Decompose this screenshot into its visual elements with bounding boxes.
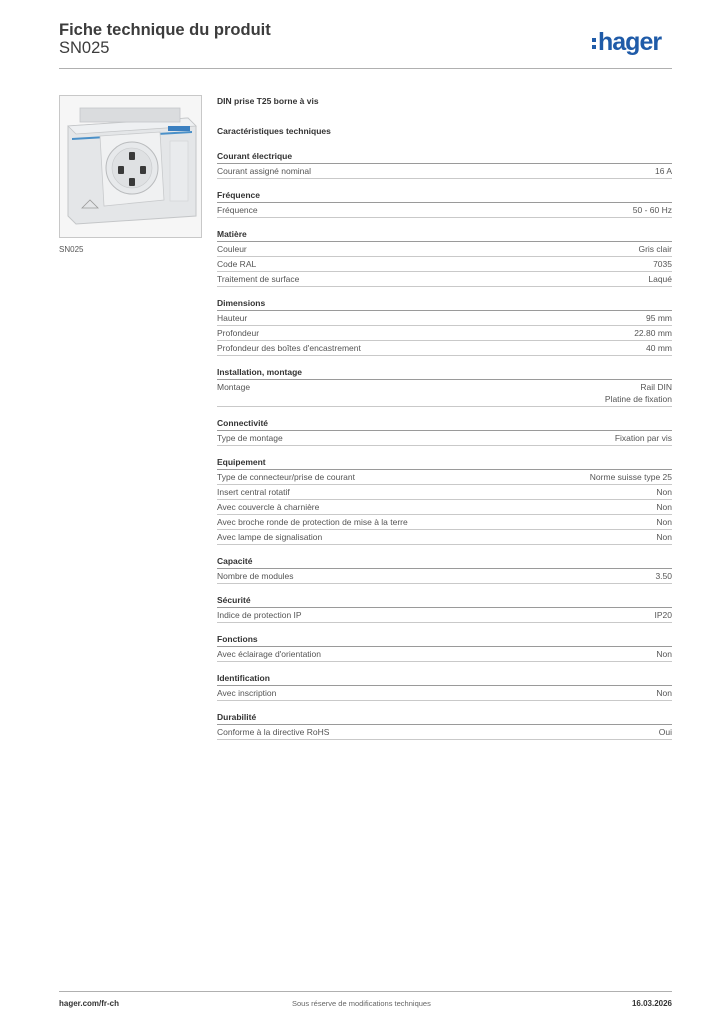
section-title: Fréquence	[217, 190, 672, 203]
spec-value	[656, 486, 672, 498]
spec-value-line: Oui	[658, 727, 672, 737]
spec-section	[217, 367, 672, 407]
spec-value-line: Non	[656, 487, 672, 497]
spec-value	[648, 273, 672, 285]
spec-value	[638, 243, 672, 255]
footer-divider	[59, 991, 672, 992]
spec-label: Avec éclairage d'orientation	[217, 649, 322, 659]
spec-row	[217, 470, 672, 485]
spec-value	[655, 609, 673, 621]
spec-value	[646, 342, 672, 354]
spec-value	[605, 381, 672, 405]
hager-logo	[592, 27, 661, 57]
section-title: Capacité	[217, 556, 672, 569]
spec-row	[217, 686, 672, 701]
spec-section	[217, 418, 672, 446]
spec-value	[653, 258, 672, 270]
spec-row	[217, 203, 672, 218]
spec-heading: Caractéristiques techniques	[217, 126, 331, 136]
spec-value-line: 16 A	[654, 166, 672, 176]
spec-label: Avec inscription	[217, 688, 277, 698]
spec-label: Fréquence	[217, 205, 258, 215]
spec-label: Profondeur	[217, 328, 260, 338]
spec-section	[217, 673, 672, 701]
spec-value	[656, 687, 672, 699]
spec-row	[217, 485, 672, 500]
section-title: Fonctions	[217, 634, 672, 647]
spec-value-line: Non	[656, 649, 672, 659]
socket-illustration	[60, 96, 201, 237]
spec-value-line: Rail DIN	[640, 382, 672, 392]
spec-value-line: Norme suisse type 25	[589, 472, 672, 482]
section-title: Matière	[217, 229, 672, 242]
spec-value-line: Laqué	[648, 274, 672, 284]
spec-value	[656, 531, 672, 543]
section-title: Courant électrique	[217, 151, 672, 164]
spec-section	[217, 151, 672, 179]
spec-value	[655, 570, 672, 582]
spec-value-line: 40 mm	[646, 343, 672, 353]
spec-sheet	[217, 94, 672, 740]
spec-section	[217, 634, 672, 662]
section-title: Identification	[217, 673, 672, 686]
spec-section	[217, 457, 672, 545]
spec-value	[633, 204, 672, 216]
spec-label: Traitement de surface	[217, 274, 300, 284]
spec-row	[217, 242, 672, 257]
spec-section	[217, 595, 672, 623]
spec-row	[217, 530, 672, 545]
spec-value-line: Non	[656, 502, 672, 512]
logo-dots-icon	[592, 38, 596, 49]
spec-value	[615, 432, 672, 444]
photo-caption: SN025	[59, 245, 84, 254]
spec-value-line: 3.50	[655, 571, 672, 581]
product-photo	[59, 95, 202, 238]
spec-row	[217, 725, 672, 740]
spec-label: Avec lampe de signalisation	[217, 532, 323, 542]
spec-section	[217, 556, 672, 584]
spec-row	[217, 326, 672, 341]
spec-label: Montage	[217, 382, 251, 392]
spec-label: Code RAL	[217, 259, 257, 269]
spec-row	[217, 341, 672, 356]
spec-row	[217, 608, 672, 623]
spec-value-line: 22.80 mm	[634, 328, 672, 338]
spec-row	[217, 164, 672, 179]
spec-value	[659, 726, 672, 738]
spec-label: Avec couvercle à charnière	[217, 502, 320, 512]
spec-section	[217, 712, 672, 740]
spec-sections	[217, 151, 672, 740]
header-divider	[59, 68, 672, 69]
spec-label: Nombre de modules	[217, 571, 294, 581]
section-title: Durabilité	[217, 712, 672, 725]
spec-value-line: 95 mm	[646, 313, 672, 323]
spec-value	[656, 648, 672, 660]
spec-row	[217, 647, 672, 662]
spec-value	[656, 501, 672, 513]
spec-row	[217, 311, 672, 326]
spec-value-line: 50 - 60 Hz	[632, 205, 672, 215]
spec-value-line: Non	[656, 517, 672, 527]
footer-disclaimer: Sous réserve de modifications techniques	[292, 999, 431, 1008]
spec-value	[634, 327, 672, 339]
spec-value-line: IP20	[654, 610, 672, 620]
page-title: Fiche technique du produit	[59, 21, 271, 39]
spec-row	[217, 380, 672, 407]
spec-label: Profondeur des boîtes d'encastrement	[217, 343, 361, 353]
spec-section	[217, 229, 672, 287]
spec-value	[590, 471, 672, 483]
spec-label: Avec broche ronde de protection de mise à la terre	[217, 517, 408, 527]
product-title: DIN prise T25 borne à vis	[217, 96, 319, 106]
section-title: Sécurité	[217, 595, 672, 608]
spec-row	[217, 257, 672, 272]
section-title: Equipement	[217, 457, 672, 470]
spec-section	[217, 190, 672, 218]
spec-row	[217, 431, 672, 446]
spec-value	[646, 312, 672, 324]
spec-value-line: 7035	[653, 259, 672, 269]
spec-value-line: Platine de fixation	[604, 394, 672, 404]
spec-label: Indice de protection IP	[217, 610, 302, 620]
spec-label: Insert central rotatif	[217, 487, 290, 497]
spec-value-line: Non	[656, 532, 672, 542]
spec-value-line: Gris clair	[638, 244, 672, 254]
spec-row	[217, 515, 672, 530]
section-title: Connectivité	[217, 418, 672, 431]
spec-row	[217, 569, 672, 584]
footer-website[interactable]: hager.com/fr-ch	[59, 999, 120, 1008]
spec-label: Hauteur	[217, 313, 248, 323]
footer-date: 16.03.2026	[631, 999, 672, 1008]
spec-label: Type de montage	[217, 433, 283, 443]
section-title: Installation, montage	[217, 367, 672, 380]
spec-value	[655, 165, 672, 177]
spec-value-line: Non	[656, 688, 672, 698]
spec-value-line: Fixation par vis	[614, 433, 672, 443]
logo-text: hager	[598, 27, 662, 56]
spec-row	[217, 500, 672, 515]
product-code: SN025	[59, 39, 110, 57]
spec-label: Courant assigné nominal	[217, 166, 312, 176]
spec-row	[217, 272, 672, 287]
spec-section	[217, 298, 672, 356]
spec-label: Conforme à la directive RoHS	[217, 727, 330, 737]
spec-label: Couleur	[217, 244, 247, 254]
section-title: Dimensions	[217, 298, 672, 311]
spec-label: Type de connecteur/prise de courant	[217, 472, 355, 482]
spec-value	[656, 516, 672, 528]
